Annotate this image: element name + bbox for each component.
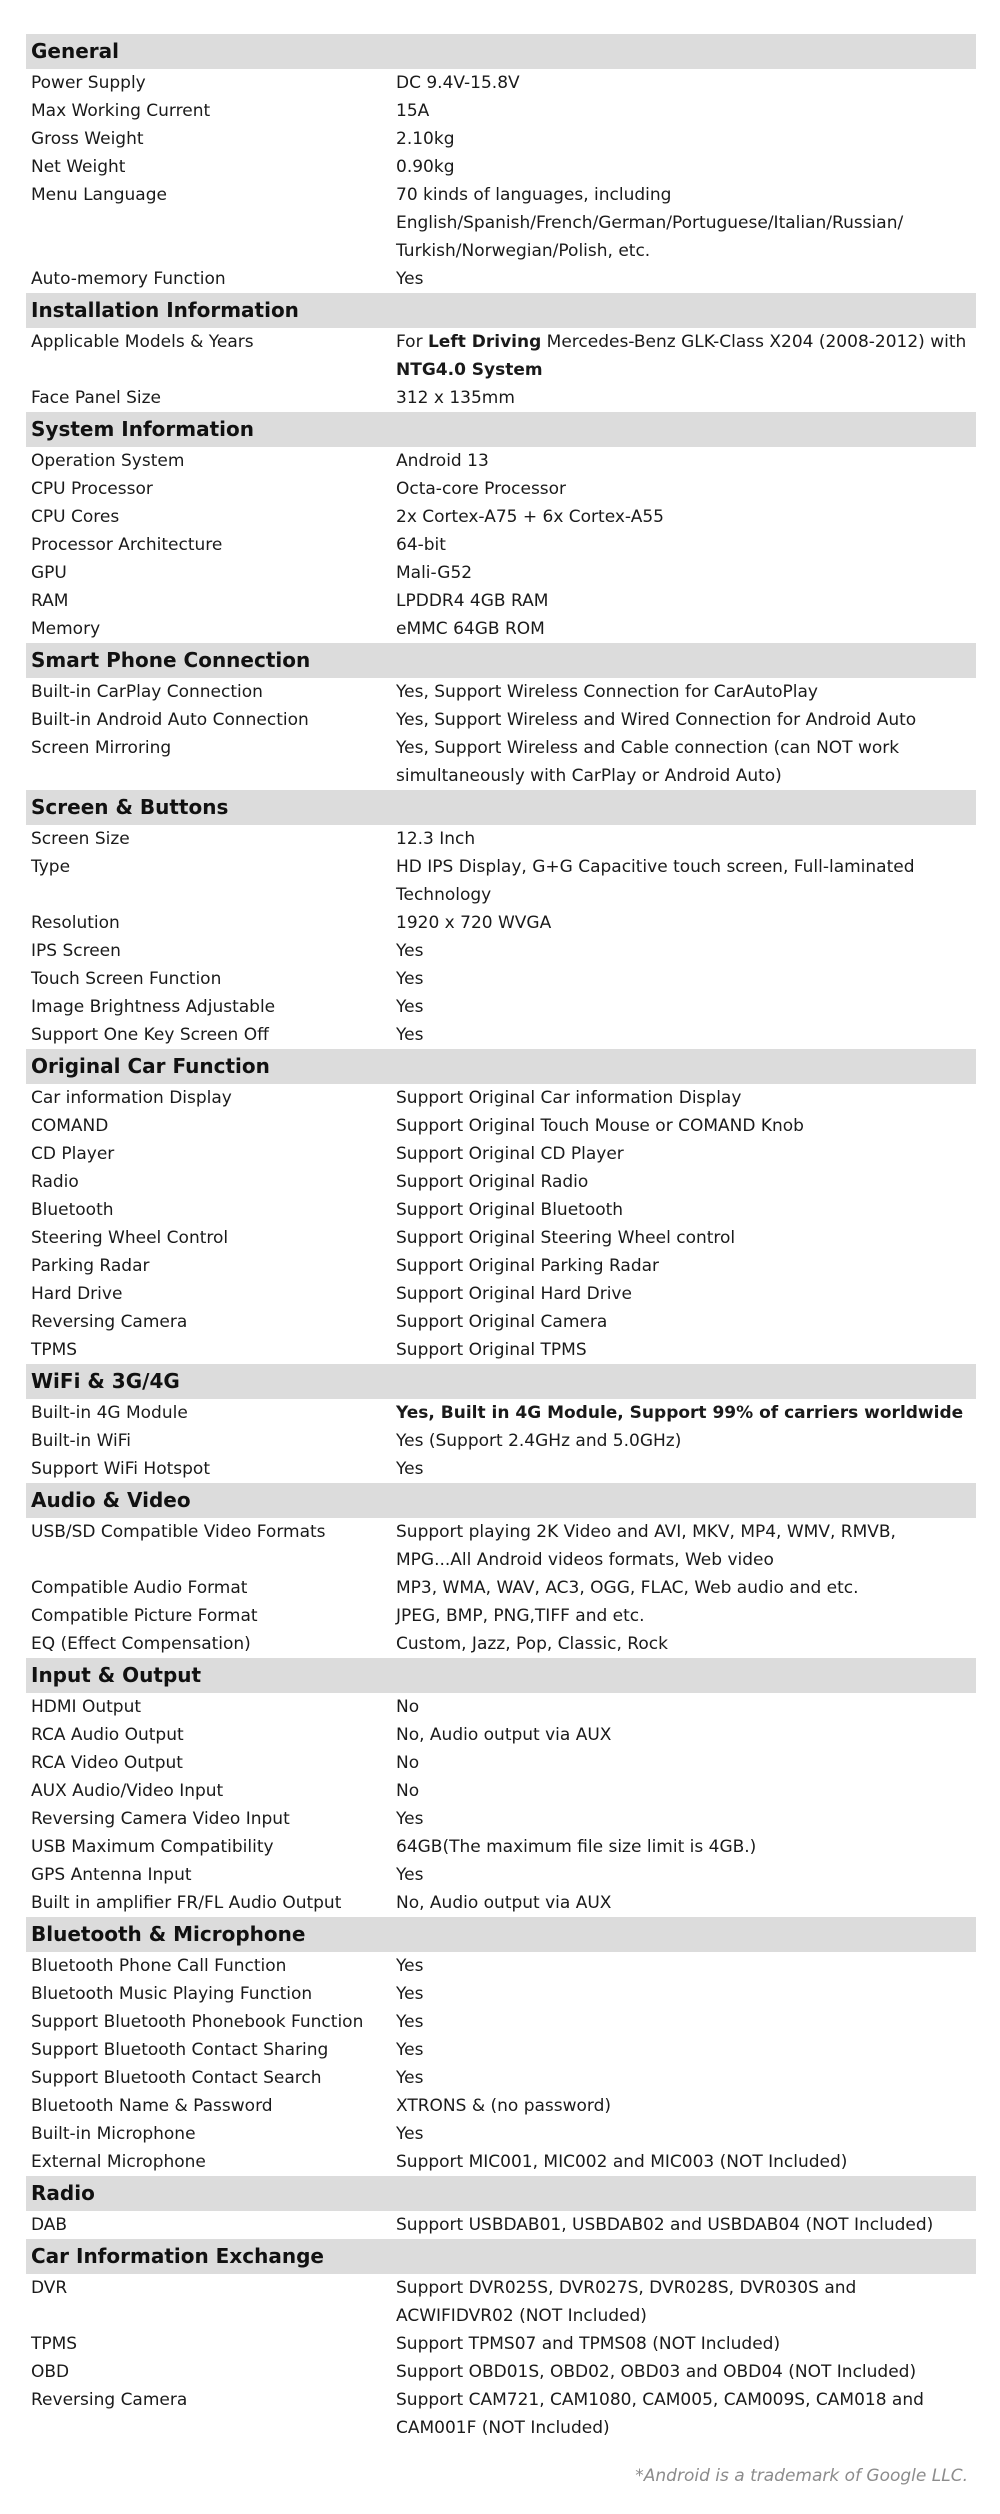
spec-row (26, 825, 976, 853)
spec-value: Yes (396, 941, 424, 961)
spec-label: RAM (31, 591, 69, 611)
section-screen-buttons (26, 790, 976, 1049)
spec-row (26, 1952, 976, 1980)
spec-value: Octa-core Processor (396, 479, 567, 499)
section-header: Input & Output (26, 1658, 976, 1693)
spec-row (26, 328, 976, 384)
spec-row (26, 1602, 976, 1630)
spec-value: Yes (396, 1809, 424, 1829)
spec-label: CPU Processor (31, 479, 153, 499)
spec-label: HDMI Output (31, 1697, 142, 1717)
spec-row (26, 1805, 976, 1833)
spec-label: Support Bluetooth Contact Sharing (31, 2040, 329, 2060)
spec-value: Support Original Camera (396, 1312, 608, 1332)
spec-row (26, 265, 976, 293)
spec-row (26, 1574, 976, 1602)
spec-value: No, Audio output via AUX (396, 1725, 612, 1745)
spec-row (26, 2274, 976, 2330)
spec-value: Support USBDAB01, USBDAB02 and USBDAB04 (NOT Included) (396, 2215, 934, 2235)
spec-label: Max Working Current (31, 101, 211, 121)
spec-value: Support Original Bluetooth (396, 1200, 624, 1220)
spec-label: AUX Audio/Video Input (31, 1781, 224, 1801)
spec-value: Yes, Support Wireless and Wired Connection for Android Auto (396, 710, 917, 730)
spec-value: No (396, 1697, 420, 1717)
spec-label: Bluetooth Name & Password (31, 2096, 273, 2116)
spec-row (26, 2036, 976, 2064)
spec-label: Operation System (31, 451, 185, 471)
spec-row (26, 2330, 976, 2358)
trademark-footnote: *Android is a trademark of Google LLC. (635, 2466, 968, 2486)
section-car-information-exchange (26, 2239, 976, 2442)
section-header: WiFi & 3G/4G (26, 1364, 976, 1399)
spec-value: DC 9.4V-15.8V (396, 73, 520, 93)
spec-label: Screen Mirroring (31, 738, 172, 758)
spec-value: 2x Cortex-A75 + 6x Cortex-A55 (396, 507, 664, 527)
section-radio (26, 2176, 976, 2239)
spec-value: Yes (396, 997, 424, 1017)
spec-value: 70 kinds of languages, including English/Spanish/French/German/Portuguese/Italian/Russian/ Turkish/Norwegian/Polish, etc. (396, 185, 904, 261)
spec-label: Bluetooth (31, 1200, 114, 1220)
spec-label: DAB (31, 2215, 68, 2235)
spec-value: MP3, WMA, WAV, AC3, OGG, FLAC, Web audio and etc. (396, 1578, 859, 1598)
spec-row (26, 384, 976, 412)
spec-row (26, 909, 976, 937)
section-wifi-3g-4g (26, 1364, 976, 1483)
section-header: Audio & Video (26, 1483, 976, 1518)
spec-value: 64GB(The maximum file size limit is 4GB.) (396, 1837, 757, 1857)
spec-label: Parking Radar (31, 1256, 150, 1276)
spec-row (26, 2092, 976, 2120)
spec-label: Image Brightness Adjustable (31, 997, 276, 1017)
spec-label: Built in amplifier FR/FL Audio Output (31, 1893, 342, 1913)
spec-label: Compatible Picture Format (31, 1606, 258, 1626)
spec-value: 64-bit (396, 535, 446, 555)
spec-row (26, 1861, 976, 1889)
spec-label: Gross Weight (31, 129, 144, 149)
section-header: Smart Phone Connection (26, 643, 976, 678)
spec-value: 15A (396, 101, 430, 121)
section-header: Screen & Buttons (26, 790, 976, 825)
spec-value: Support MIC001, MIC002 and MIC003 (NOT Included) (396, 2152, 848, 2172)
spec-row (26, 2358, 976, 2386)
spec-label: Steering Wheel Control (31, 1228, 229, 1248)
spec-value: Support CAM721, CAM1080, CAM005, CAM009S, CAM018 and CAM001F (NOT Included) (396, 2390, 924, 2438)
spec-value: Android 13 (396, 451, 489, 471)
spec-label: TPMS (31, 2334, 78, 2354)
spec-value: 1920 x 720 WVGA (396, 913, 552, 933)
spec-label: EQ (Effect Compensation) (31, 1634, 251, 1654)
spec-row (26, 531, 976, 559)
spec-label: External Microphone (31, 2152, 206, 2172)
spec-value: Support Original TPMS (396, 1340, 587, 1360)
spec-value: Mali-G52 (396, 563, 473, 583)
spec-row (26, 2120, 976, 2148)
spec-label: Menu Language (31, 185, 167, 205)
spec-value: JPEG, BMP, PNG,TIFF and etc. (396, 1606, 645, 1626)
spec-label: DVR (31, 2278, 68, 2298)
spec-row (26, 1518, 976, 1574)
spec-value: No (396, 1753, 420, 1773)
spec-label: RCA Audio Output (31, 1725, 184, 1745)
spec-value: No, Audio output via AUX (396, 1893, 612, 1913)
spec-value: LPDDR4 4GB RAM (396, 591, 549, 611)
spec-label: Screen Size (31, 829, 130, 849)
section-audio-video (26, 1483, 976, 1658)
spec-row (26, 1252, 976, 1280)
spec-row (26, 587, 976, 615)
section-installation-information (26, 293, 976, 412)
section-header: Car Information Exchange (26, 2239, 976, 2274)
spec-row (26, 2008, 976, 2036)
spec-value: Yes (396, 1956, 424, 1976)
spec-label: Bluetooth Phone Call Function (31, 1956, 287, 1976)
spec-row (26, 1749, 976, 1777)
spec-value: Custom, Jazz, Pop, Classic, Rock (396, 1634, 668, 1654)
spec-value: Yes (396, 269, 424, 289)
spec-row (26, 706, 976, 734)
spec-row (26, 937, 976, 965)
spec-label: Net Weight (31, 157, 126, 177)
spec-value: Yes (Support 2.4GHz and 5.0GHz) (396, 1431, 682, 1451)
spec-row (26, 1721, 976, 1749)
spec-label: COMAND (31, 1116, 109, 1136)
spec-label: Support WiFi Hotspot (31, 1459, 210, 1479)
spec-value: Yes (396, 1865, 424, 1885)
spec-row (26, 1224, 976, 1252)
spec-label: Power Supply (31, 73, 146, 93)
spec-row (26, 1280, 976, 1308)
spec-label: Reversing Camera Video Input (31, 1809, 290, 1829)
spec-row (26, 734, 976, 790)
spec-value: Yes, Support Wireless Connection for CarAutoPlay (396, 682, 818, 702)
spec-label: CPU Cores (31, 507, 120, 527)
spec-row (26, 69, 976, 97)
spec-row (26, 2386, 976, 2442)
spec-value: XTRONS & (no password) (396, 2096, 612, 2116)
spec-table (26, 34, 976, 2442)
section-smart-phone-connection (26, 643, 976, 790)
spec-row (26, 97, 976, 125)
spec-value: No (396, 1781, 420, 1801)
spec-value: Yes (396, 2040, 424, 2060)
section-header: System Information (26, 412, 976, 447)
spec-label: Built-in 4G Module (31, 1403, 188, 1423)
spec-label: Support Bluetooth Phonebook Function (31, 2012, 364, 2032)
spec-row (26, 1112, 976, 1140)
spec-value: Support Original Touch Mouse or COMAND Knob (396, 1116, 804, 1136)
spec-label: Built-in Microphone (31, 2124, 196, 2144)
spec-label: Hard Drive (31, 1284, 123, 1304)
spec-value (396, 328, 976, 384)
spec-row (26, 2211, 976, 2239)
spec-row (26, 559, 976, 587)
spec-label: Reversing Camera (31, 1312, 188, 1332)
section-bluetooth-microphone (26, 1917, 976, 2176)
spec-label: Type (31, 857, 71, 877)
spec-row (26, 181, 976, 265)
spec-value: Support Original Car information Display (396, 1088, 742, 1108)
spec-row (26, 1980, 976, 2008)
spec-row (26, 1308, 976, 1336)
spec-label: Built-in CarPlay Connection (31, 682, 263, 702)
spec-row (26, 1021, 976, 1049)
spec-row (26, 153, 976, 181)
section-header: Bluetooth & Microphone (26, 1917, 976, 1952)
spec-value-text: For (396, 332, 428, 352)
spec-row (26, 1140, 976, 1168)
spec-label: Auto-memory Function (31, 269, 226, 289)
section-header: Radio (26, 2176, 976, 2211)
spec-label: Bluetooth Music Playing Function (31, 1984, 313, 2004)
spec-value: Yes (396, 1984, 424, 2004)
spec-row (26, 1777, 976, 1805)
spec-row (26, 1336, 976, 1364)
spec-row (26, 965, 976, 993)
spec-row (26, 1399, 976, 1427)
spec-row (26, 993, 976, 1021)
spec-value-text: Mercedes-Benz GLK-Class X204 (2008-2012) with (541, 332, 967, 352)
spec-row (26, 2148, 976, 2176)
section-header: Original Car Function (26, 1049, 976, 1084)
spec-value: Support Original Parking Radar (396, 1256, 660, 1276)
spec-value: 2.10kg (396, 129, 455, 149)
section-original-car-function (26, 1049, 976, 1364)
spec-label: OBD (31, 2362, 70, 2382)
spec-label: Processor Architecture (31, 535, 223, 555)
spec-row (26, 475, 976, 503)
spec-value: Yes (396, 2124, 424, 2144)
spec-label: GPS Antenna Input (31, 1865, 192, 1885)
section-system-information (26, 412, 976, 643)
spec-value: Yes (396, 2012, 424, 2032)
spec-value: Yes (396, 1459, 424, 1479)
spec-value: HD IPS Display, G+G Capacitive touch screen, Full-laminated Technology (396, 857, 915, 905)
spec-label: USB Maximum Compatibility (31, 1837, 274, 1857)
spec-label: Built-in WiFi (31, 1431, 132, 1451)
spec-value: Support playing 2K Video and AVI, MKV, MP4, WMV, RMVB, MPG...All Android videos formats, Web video (396, 1522, 896, 1570)
spec-row (26, 678, 976, 706)
spec-value: Yes (396, 1025, 424, 1045)
section-input-output (26, 1658, 976, 1917)
spec-label: Reversing Camera (31, 2390, 188, 2410)
spec-value: Support TPMS07 and TPMS08 (NOT Included) (396, 2334, 781, 2354)
spec-label: TPMS (31, 1340, 78, 1360)
spec-value-emphasis: Left Driving (427, 332, 542, 352)
section-general (26, 34, 976, 293)
spec-row (26, 1630, 976, 1658)
spec-label: Memory (31, 619, 101, 639)
spec-row (26, 1693, 976, 1721)
spec-value: Yes (396, 969, 424, 989)
spec-value: 312 x 135mm (396, 388, 515, 408)
spec-value: Yes, Built in 4G Module, Support 99% of carriers worldwide (396, 1403, 964, 1423)
spec-row (26, 1455, 976, 1483)
spec-label: Compatible Audio Format (31, 1578, 248, 1598)
spec-label: Face Panel Size (31, 388, 162, 408)
spec-value: Support Original Steering Wheel control (396, 1228, 736, 1248)
spec-label: Applicable Models & Years (31, 332, 254, 352)
spec-value: eMMC 64GB ROM (396, 619, 545, 639)
section-header: Installation Information (26, 293, 976, 328)
spec-label: Support Bluetooth Contact Search (31, 2068, 322, 2088)
spec-value: Support DVR025S, DVR027S, DVR028S, DVR030S and ACWIFIDVR02 (NOT Included) (396, 2278, 857, 2326)
spec-label: Radio (31, 1172, 79, 1192)
spec-row (26, 1196, 976, 1224)
spec-label: Support One Key Screen Off (31, 1025, 269, 1045)
section-header: General (26, 34, 976, 69)
spec-value: Support OBD01S, OBD02, OBD03 and OBD04 (NOT Included) (396, 2362, 917, 2382)
spec-row (26, 503, 976, 531)
spec-row (26, 1084, 976, 1112)
spec-label: Touch Screen Function (31, 969, 222, 989)
spec-value: 12.3 Inch (396, 829, 476, 849)
spec-value: Support Original Hard Drive (396, 1284, 632, 1304)
spec-label: GPU (31, 563, 67, 583)
spec-label: CD Player (31, 1144, 115, 1164)
spec-value-emphasis: NTG4.0 System (396, 360, 543, 380)
spec-row (26, 125, 976, 153)
spec-row (26, 853, 976, 909)
spec-value: Yes, Support Wireless and Cable connection (can NOT work simultaneously with CarPlay or Android Auto) (396, 738, 900, 786)
spec-label: USB/SD Compatible Video Formats (31, 1522, 326, 1542)
spec-value: Support Original Radio (396, 1172, 589, 1192)
spec-value: 0.90kg (396, 157, 455, 177)
spec-label: IPS Screen (31, 941, 121, 961)
spec-value: Yes (396, 2068, 424, 2088)
spec-row (26, 447, 976, 475)
spec-label: RCA Video Output (31, 1753, 183, 1773)
spec-label: Resolution (31, 913, 120, 933)
spec-label: Built-in Android Auto Connection (31, 710, 309, 730)
spec-row (26, 1427, 976, 1455)
spec-row (26, 1889, 976, 1917)
spec-label: Car information Display (31, 1088, 232, 1108)
spec-row (26, 1168, 976, 1196)
spec-row (26, 615, 976, 643)
spec-row (26, 2064, 976, 2092)
spec-row (26, 1833, 976, 1861)
spec-value: Support Original CD Player (396, 1144, 624, 1164)
